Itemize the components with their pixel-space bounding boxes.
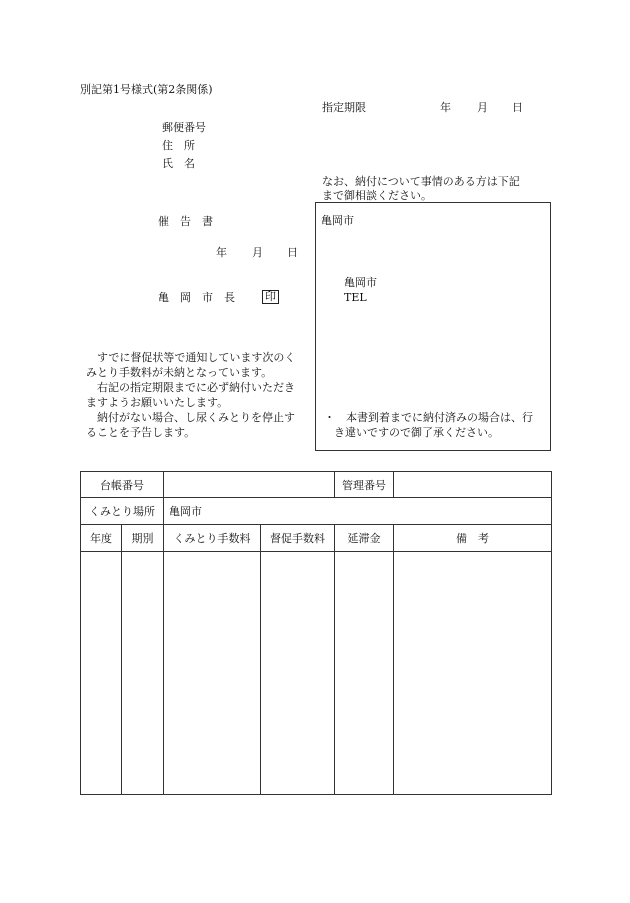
reminder-fee-cell[interactable]: [261, 552, 335, 795]
issue-date-year: 年: [216, 246, 227, 259]
ledger-no-label: 台帳番号: [81, 472, 164, 498]
issuer-title: 亀 岡 市 長: [158, 291, 235, 304]
ledger-no-value[interactable]: [164, 472, 335, 498]
deadline-month: 月: [477, 101, 488, 114]
place-value: 亀岡市: [164, 498, 552, 525]
contact-note-line-2: き違いですので御了承ください。: [334, 426, 499, 439]
body-line-5: 納付がない場合、し尿くみとりを停止す: [86, 411, 295, 424]
place-label: くみとり場所: [81, 498, 164, 525]
contact-tel: TEL: [344, 291, 367, 304]
contact-office: 亀岡市: [344, 276, 377, 289]
fiscal-year-cell[interactable]: [81, 552, 122, 795]
seal-mark: 印: [262, 290, 279, 304]
management-no-label: 管理番号: [335, 472, 394, 498]
period-cell[interactable]: [122, 552, 164, 795]
body-line-4: ますようお願いいたします。: [86, 396, 229, 409]
issue-date-day: 日: [287, 246, 298, 259]
issue-date-month: 月: [252, 246, 263, 259]
body-line-6: ることを予告します。: [86, 426, 196, 439]
deadline-label: 指定期限: [322, 101, 366, 114]
ledger-id-row: [81, 472, 552, 498]
issuer-seal: [262, 290, 279, 304]
contact-note-line-1: ・ 本書到着までに納付済みの場合は、行: [324, 411, 533, 424]
management-no-value[interactable]: [394, 472, 552, 498]
body-line-2: みとり手数料が未納となっています。: [86, 366, 273, 379]
notice-intro-line-2: まで御相談ください。: [322, 189, 432, 202]
postal-code-label: 郵便番号: [162, 121, 206, 134]
header-collection-fee: くみとり手数料: [164, 525, 261, 552]
header-late-fee: 延滞金: [335, 525, 394, 552]
header-remarks: 備 考: [394, 525, 552, 552]
remarks-cell[interactable]: [394, 552, 552, 795]
name-label: 氏 名: [162, 157, 195, 170]
late-fee-cell[interactable]: [335, 552, 394, 795]
ledger-place-row: [81, 498, 552, 525]
deadline-year: 年: [440, 101, 451, 114]
header-fiscal-year: 年度: [81, 525, 122, 552]
document-title: 催 告 書: [158, 215, 213, 228]
form-title: 別記第1号様式(第2条関係): [80, 83, 213, 96]
ledger-table: [80, 471, 552, 795]
ledger-header-row: [81, 525, 552, 552]
ledger-body-row: [81, 552, 552, 795]
deadline-day: 日: [512, 101, 523, 114]
body-line-1: すでに督促状等で通知しています次のく: [86, 351, 296, 364]
notice-intro-line-1: なお、納付について事情のある方は下記: [322, 175, 520, 188]
contact-box-header: 亀岡市: [321, 214, 354, 227]
contact-box: [315, 202, 551, 451]
header-reminder-fee: 督促手数料: [261, 525, 335, 552]
address-label: 住 所: [162, 139, 195, 152]
collection-fee-cell[interactable]: [164, 552, 261, 795]
body-line-3: 右記の指定期限までに必ず納付いただき: [86, 381, 295, 394]
header-period: 期別: [122, 525, 164, 552]
